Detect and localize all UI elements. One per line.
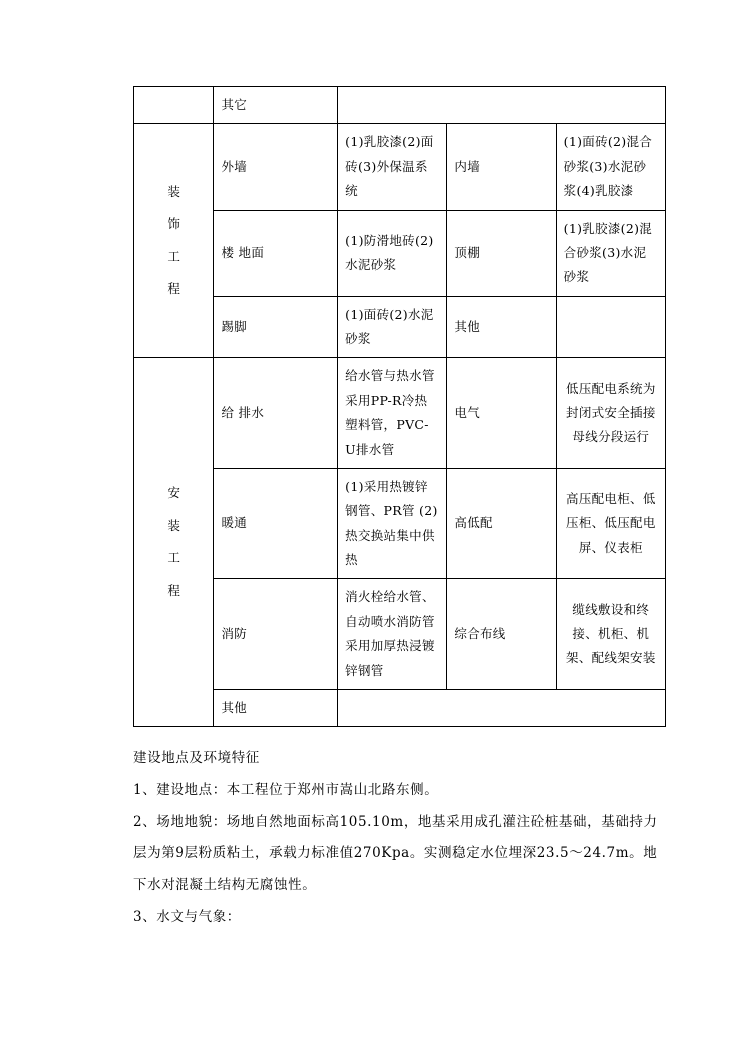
desc-cell-2 — [556, 296, 665, 358]
desc-cell — [338, 689, 666, 726]
category-char: 工 — [167, 248, 181, 264]
sub-label-2: 综合布线 — [447, 579, 556, 690]
desc-cell-2: 低压配电系统为封闭式安全插接母线分段运行 — [556, 358, 665, 469]
desc-cell-2: 缆线敷设和终接、机柜、机架、配线架安装 — [556, 579, 665, 690]
body-paragraphs — [133, 743, 666, 933]
desc-cell: (1)面砖(2)水泥砂浆 — [338, 296, 447, 358]
category-char: 程 — [167, 281, 181, 297]
table-row — [134, 579, 666, 690]
paragraph-2: 2、场地地貌：场地自然地面标高105.10m，地基采用成孔灌注砼桩基础，基础持力层为第9层粉质粘土，承载力标准值270Kpa。实测稳定水位埋深23.5～24.7m。地下水对混凝土结构无腐蚀性。 — [133, 813, 658, 894]
table-row — [134, 689, 666, 726]
desc-cell: 给水管与热水管采用PP-R冷热塑料管，PVC-U排水管 — [338, 358, 447, 469]
desc-cell: (1)防滑地砖(2)水泥砂浆 — [338, 210, 447, 296]
sub-label: 其它 — [214, 87, 338, 124]
sub-label: 消防 — [214, 579, 338, 690]
section-heading: 建设地点及环境特征 — [133, 750, 260, 767]
sub-label-2: 内墙 — [447, 124, 556, 210]
table-row — [134, 124, 666, 210]
desc-cell-2: (1)面砖(2)混合砂浆(3)水泥砂浆(4)乳胶漆 — [556, 124, 665, 210]
category-char: 安 — [167, 485, 181, 501]
desc-cell — [338, 87, 666, 124]
table-row — [134, 210, 666, 296]
category-installation — [134, 358, 214, 727]
category-char: 装 — [167, 183, 181, 199]
desc-cell-2: (1)乳胶漆(2)混合砂浆(3)水泥砂浆 — [556, 210, 665, 296]
desc-cell: (1)采用热镀锌钢管、PR管 (2)热交换站集中供热 — [338, 468, 447, 579]
project-spec-table — [133, 86, 666, 727]
table-row — [134, 468, 666, 579]
sub-label-2: 高低配 — [447, 468, 556, 579]
category-char: 程 — [167, 582, 181, 598]
category-char: 工 — [167, 550, 181, 566]
sub-label: 楼 地面 — [214, 210, 338, 296]
paragraph-3: 3、水文与气象： — [133, 908, 241, 925]
sub-label-2: 电气 — [447, 358, 556, 469]
sub-label: 其他 — [214, 689, 338, 726]
desc-cell: (1)乳胶漆(2)面砖(3)外保温系统 — [338, 124, 447, 210]
category-char: 装 — [167, 517, 181, 533]
sub-label: 暖通 — [214, 468, 338, 579]
table-row — [134, 358, 666, 469]
sub-label: 外墙 — [214, 124, 338, 210]
category-cell-empty — [134, 87, 214, 124]
sub-label-2: 其他 — [447, 296, 556, 358]
page-content — [133, 86, 666, 934]
table-row — [134, 296, 666, 358]
desc-cell: 消火栓给水管、自动喷水消防管采用加厚热浸镀锌钢管 — [338, 579, 447, 690]
sub-label: 给 排水 — [214, 358, 338, 469]
desc-cell-2: 高压配电柜、低压柜、低压配电屏、仪表柜 — [556, 468, 665, 579]
sub-label-2: 顶棚 — [447, 210, 556, 296]
paragraph-1: 1、建设地点：本工程位于郑州市嵩山北路东侧。 — [133, 781, 439, 798]
category-char: 饰 — [167, 216, 181, 232]
category-decoration — [134, 124, 214, 358]
table-row — [134, 87, 666, 124]
sub-label: 踢脚 — [214, 296, 338, 358]
